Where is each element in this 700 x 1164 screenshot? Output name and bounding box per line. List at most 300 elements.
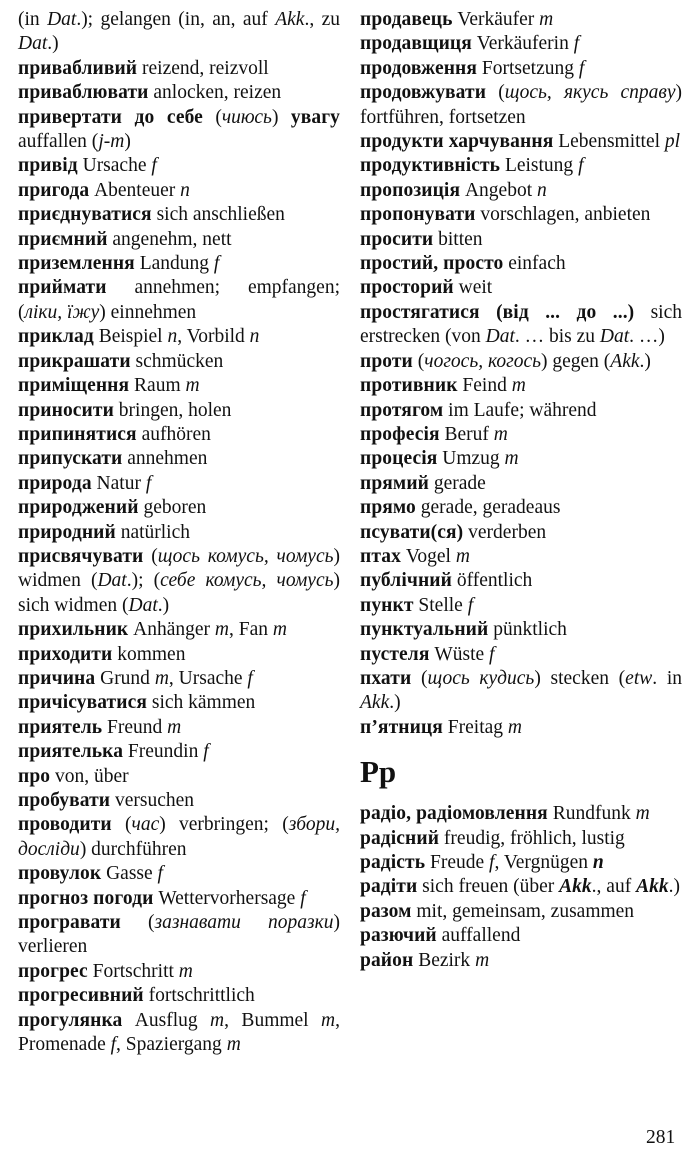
headword: приятелька [18, 741, 124, 763]
translation-text: ( [143, 545, 158, 567]
headword: приємний [18, 228, 108, 250]
dictionary-entry [18, 1009, 340, 1058]
grammar-label: ліки, їжу [24, 301, 100, 323]
grammar-label: зазнавати поразки [154, 912, 334, 934]
dictionary-entry [360, 569, 682, 593]
headword: простий, просто [360, 253, 504, 275]
headword: пробувати [18, 790, 111, 811]
grammar-label: час [131, 814, 160, 836]
translation-text: Wüste [429, 643, 490, 665]
dictionary-entry [18, 179, 340, 203]
headword: продавець [360, 9, 453, 30]
headword: провулок [18, 863, 102, 885]
translation-text: Freude [425, 852, 490, 873]
headword: протягом [360, 399, 444, 421]
translation-text: (in [18, 9, 48, 30]
grammar-label: Dat [128, 594, 158, 616]
headword: природжений [18, 497, 139, 519]
dictionary-entry [18, 740, 340, 764]
translation-text: auffallend [436, 925, 521, 947]
translation-text: sich freuen (über [417, 876, 560, 898]
headword: радіо, радіомовлення [360, 803, 548, 825]
dictionary-entry [18, 8, 340, 57]
grammar-label: m [635, 803, 650, 825]
dictionary-entry [18, 960, 340, 984]
translation-text: annehmen; empfangen; ( [18, 277, 340, 323]
grammar-label: Akk [610, 350, 640, 372]
translation-text: .) [639, 350, 651, 372]
headword: пхати [360, 667, 412, 689]
grammar-label: f [151, 155, 157, 177]
headword: прогресивний [18, 985, 144, 1007]
grammar-label: m [321, 1009, 336, 1031]
translation-text: ) gegen ( [540, 350, 611, 372]
grammar-label: Akk [559, 876, 592, 898]
dictionary-entry [18, 789, 340, 813]
translation-text: ) widmen ( [18, 545, 340, 592]
translation-text: Beispiel [93, 326, 168, 348]
translation-text: ( [486, 82, 505, 104]
translation-text: .); ( [126, 570, 161, 592]
translation-text: versuchen [110, 790, 195, 811]
translation-text: ) durchführen [79, 838, 187, 860]
headword: простягатися (від ... до ...) [360, 301, 635, 323]
grammar-label: f [467, 594, 474, 616]
headword: пропозиція [360, 179, 461, 201]
headword: просторий [360, 277, 454, 299]
grammar-label: f [300, 887, 306, 909]
dictionary-entry [18, 154, 340, 178]
translation-text: .) [47, 33, 59, 55]
headword: природа [18, 472, 92, 494]
translation-text: ( [412, 350, 425, 372]
grammar-label: f [203, 741, 209, 763]
translation-text: ( [411, 667, 428, 689]
dictionary-entry [360, 472, 682, 496]
headword: проводити [18, 814, 112, 836]
grammar-label: щось, якусь справу [504, 82, 676, 104]
translation-text: ( [120, 912, 155, 934]
headword: продуктивність [360, 155, 501, 177]
grammar-label: Dat [47, 9, 77, 30]
dictionary-entry [360, 851, 682, 875]
grammar-label: f [578, 57, 585, 79]
headword: приносити [18, 399, 114, 421]
grammar-label: f [110, 1034, 117, 1056]
dictionary-entry [360, 521, 682, 545]
translation-text: Abenteuer [89, 179, 181, 201]
grammar-label: n [537, 179, 547, 201]
right-column-entries [360, 8, 682, 740]
translation-text: schmücken [130, 350, 224, 372]
translation-text: öffentlich [451, 570, 533, 592]
translation-text: , Spaziergang [116, 1034, 227, 1056]
headword: продавщиця [360, 33, 472, 55]
translation-text: , Vergnügen [494, 852, 593, 873]
dictionary-entry [360, 252, 682, 276]
headword: продовжувати [360, 82, 487, 104]
translation-text: Anhänger [128, 619, 215, 641]
dictionary-entry [360, 802, 682, 826]
translation-text: .); gelangen (in, an, auf [76, 9, 276, 30]
grammar-label: f [213, 253, 220, 275]
dictionary-entry [18, 228, 340, 252]
grammar-label: m [504, 448, 519, 470]
translation-text: ) verbringen; ( [159, 814, 289, 836]
translation-text: von, über [50, 765, 129, 787]
dictionary-entry [360, 228, 682, 252]
headword: псувати(ся) [360, 521, 464, 543]
translation-text: , Ursache [168, 667, 248, 689]
dictionary-entry [18, 667, 340, 691]
translation-text: geboren [138, 497, 207, 519]
translation-text: annehmen [122, 448, 208, 470]
grammar-label: m [539, 9, 554, 30]
dictionary-entry [360, 276, 682, 300]
translation-text: Freitag [442, 716, 508, 738]
translation-text: .) [157, 594, 170, 616]
grammar-label: себе комусь, чомусь [160, 570, 334, 592]
dictionary-entry [360, 350, 682, 374]
grammar-label: f [157, 863, 163, 885]
translation-text: , Fan [229, 619, 273, 641]
translation-text: Wettervorhersage [153, 887, 301, 909]
grammar-label: збори, досліди [18, 814, 340, 860]
translation-text: kommen [112, 643, 186, 665]
grammar-label: чогось, когось [424, 350, 541, 372]
dictionary-entry [18, 350, 340, 374]
translation-text: Natur [91, 472, 146, 494]
grammar-label: щось кудись [427, 667, 535, 689]
dictionary-entry [18, 765, 340, 789]
translation-text: .) [668, 876, 680, 898]
dictionary-entry [360, 374, 682, 398]
translation-text: sich kämmen [146, 692, 256, 714]
translation-text: Angebot [460, 179, 537, 201]
grammar-label: f [489, 852, 495, 873]
dictionary-entry [18, 862, 340, 886]
dictionary-entry [18, 911, 340, 960]
dictionary-entry [18, 399, 340, 423]
dictionary-entry [18, 472, 340, 496]
grammar-label: j-m [98, 131, 125, 153]
translation-text: angenehm, nett [107, 228, 232, 250]
translation-text: bringen, holen [113, 399, 232, 421]
headword: увагу [290, 106, 340, 128]
translation-text: , Bummel [224, 1009, 322, 1031]
translation-text: gerade [428, 472, 486, 494]
grammar-label: щось комусь, чомусь [157, 545, 334, 567]
headword: разом [360, 900, 412, 922]
right-column [360, 8, 682, 973]
headword: п’ятниця [360, 716, 443, 738]
headword: радіти [360, 876, 418, 898]
headword: просити [360, 228, 434, 250]
grammar-label: n [249, 326, 260, 348]
translation-text: ., auf [591, 876, 637, 898]
dictionary-entry [360, 643, 682, 667]
translation-text: pünktlich [488, 619, 567, 641]
dictionary-entry [360, 496, 682, 520]
translation-text: ( [202, 106, 222, 128]
headword: разючий [360, 925, 437, 947]
dictionary-entry [18, 887, 340, 911]
dictionary-entry [360, 301, 682, 350]
grammar-label: m [226, 1034, 241, 1056]
translation-text: auffallen ( [18, 131, 99, 153]
grammar-label: Dat [485, 326, 515, 348]
translation-text: Landung [134, 253, 214, 275]
dictionary-entry [360, 130, 682, 154]
dictionary-entry [360, 545, 682, 569]
headword: пропонувати [360, 204, 476, 226]
dictionary-entry [360, 447, 682, 471]
translation-text: vorschlagen, anbieten [475, 204, 651, 226]
grammar-label: Dat [18, 33, 48, 55]
translation-text: Feind [457, 375, 512, 397]
translation-text: ( [111, 814, 132, 836]
headword: продукти харчування [360, 131, 554, 153]
headword: приземлення [18, 253, 135, 275]
grammar-label: Dat [97, 570, 127, 592]
grammar-label: m [272, 619, 287, 641]
dictionary-entry [360, 949, 682, 973]
dictionary-entry [360, 667, 682, 716]
translation-text: Umzug [437, 448, 505, 470]
headword: привабливий [18, 57, 138, 79]
translation-text: Fortsetzung [477, 57, 579, 79]
headword: пригода [18, 179, 90, 201]
headword: припинятися [18, 423, 137, 445]
translation-text: im Laufe; während [443, 399, 597, 421]
headword: приймати [18, 277, 107, 299]
headword: про [18, 765, 51, 787]
headword: прогноз погоди [18, 887, 154, 909]
dictionary-entry [18, 276, 340, 325]
headword: публічний [360, 570, 452, 592]
page-number: 281 [646, 1127, 676, 1148]
dictionary-entry [360, 154, 682, 178]
grammar-label: m [178, 960, 193, 982]
translation-text: Rundfunk [547, 803, 636, 825]
headword: пунктуальний [360, 619, 489, 641]
translation-text: Stelle [413, 594, 468, 616]
translation-text: Freund [102, 716, 168, 738]
translation-text: mit, gemeinsam, zusammen [411, 900, 635, 922]
headword: прогулянка [18, 1009, 123, 1031]
headword: продовження [360, 57, 478, 79]
translation-text: Fortschritt [87, 960, 179, 982]
translation-text: , Vorbild [177, 326, 250, 348]
translation-text: Leistung [500, 155, 579, 177]
translation-text: natürlich [115, 521, 191, 543]
dictionary-entry [360, 924, 682, 948]
grammar-label: Dat [599, 326, 630, 348]
translation-text: Gasse [101, 863, 158, 885]
dictionary-entry [18, 252, 340, 276]
grammar-label: pl [664, 131, 681, 153]
translation-text: , Promenade [18, 1009, 340, 1056]
grammar-label: m [167, 716, 182, 738]
translation-text: Verkäuferin [471, 33, 574, 55]
grammar-label: m [507, 716, 522, 738]
grammar-label: m [511, 375, 526, 397]
translation-text: einfach [503, 253, 566, 275]
translation-text: Lebensmittel [553, 131, 665, 153]
dictionary-entry [18, 496, 340, 520]
grammar-label: m [475, 949, 490, 971]
headword: причісуватися [18, 692, 147, 714]
dictionary-entry [18, 447, 340, 471]
grammar-label: n [592, 852, 604, 873]
translation-text: Grund [95, 667, 155, 689]
translation-text: fortschrittlich [143, 985, 255, 1007]
dictionary-entry [360, 423, 682, 447]
dictionary-entry [18, 813, 340, 862]
translation-text: verderben [463, 521, 547, 543]
left-column [18, 8, 340, 1057]
dictionary-entry [360, 618, 682, 642]
dictionary-entry [360, 875, 682, 899]
translation-text: ) [124, 131, 131, 153]
translation-text: ) fortführen, fortsetzen [360, 82, 682, 128]
dictionary-entry [18, 521, 340, 545]
headword: прикрашати [18, 350, 131, 372]
grammar-label: m [154, 667, 169, 689]
grammar-label: чиюсь [221, 106, 272, 128]
dictionary-entry [18, 545, 340, 618]
dictionary-entry [360, 399, 682, 423]
dictionary-entry [360, 594, 682, 618]
dictionary-entry [18, 423, 340, 447]
dictionary-entry [18, 106, 340, 155]
headword: привертати до себе [18, 106, 203, 128]
translation-text: anlocken, reizen [148, 82, 282, 104]
dictionary-entry [360, 57, 682, 81]
headword: прямо [360, 497, 416, 519]
section-heading-letter-r: Pp [360, 754, 397, 790]
grammar-label: m [493, 423, 508, 445]
translation-text: Freundin [123, 741, 204, 763]
translation-text: Bezirk [413, 949, 476, 971]
headword: пункт [360, 594, 414, 616]
dictionary-entry [18, 643, 340, 667]
headword: пустеля [360, 643, 430, 665]
translation-text: reizend, reizvoll [137, 57, 269, 79]
headword: процесія [360, 448, 438, 470]
headword: прямий [360, 472, 429, 494]
headword: професія [360, 423, 440, 445]
grammar-label: Akk [275, 9, 305, 30]
headword: приклад [18, 326, 94, 348]
translation-text: ) einnehmen [99, 301, 197, 323]
headword: приходити [18, 643, 113, 665]
headword: присвячувати [18, 545, 144, 567]
dictionary-entry [18, 618, 340, 642]
headword: програвати [18, 912, 121, 934]
headword: проти [360, 350, 413, 372]
dictionary-entry [18, 325, 340, 349]
dictionary-entry [360, 179, 682, 203]
dictionary-entry [360, 203, 682, 227]
translation-text: gerade, geradeaus [415, 497, 561, 519]
grammar-label: f [247, 667, 253, 689]
translation-text: . …) [629, 326, 665, 348]
translation-text: ) stecken ( [534, 667, 626, 689]
translation-text: Verkäufer [452, 9, 540, 30]
headword: птах [360, 545, 401, 567]
translation-text: Raum [129, 375, 186, 397]
dictionary-entry [360, 8, 682, 32]
grammar-label: n [167, 326, 178, 348]
translation-text: sich erstrecken (von [360, 301, 682, 348]
dictionary-entry [18, 716, 340, 740]
dictionary-entry [360, 32, 682, 56]
right-column-entries-after-heading [360, 802, 682, 973]
grammar-label: n [180, 179, 190, 201]
headword: радість [360, 852, 426, 873]
translation-text: Vogel [400, 545, 456, 567]
headword: радісний [360, 827, 440, 849]
dictionary-entry [18, 984, 340, 1008]
headword: прихильник [18, 619, 129, 641]
translation-text: . in [652, 667, 683, 689]
grammar-label: f [578, 155, 584, 177]
dictionary-entry [18, 81, 340, 105]
grammar-label: Akk [636, 876, 669, 898]
dictionary-entry [360, 827, 682, 851]
translation-text: weit [453, 277, 493, 299]
grammar-label: f [489, 643, 495, 665]
translation-text: Ausflug [122, 1009, 211, 1031]
headword: природний [18, 521, 116, 543]
grammar-label: m [455, 545, 470, 567]
translation-text: Ursache [77, 155, 152, 177]
dictionary-entry [18, 203, 340, 227]
translation-text: bitten [433, 228, 483, 250]
headword: приміщення [18, 375, 130, 397]
grammar-label: m [185, 375, 200, 397]
translation-text: ) sich widmen ( [18, 570, 340, 616]
translation-text: ., zu [304, 9, 340, 30]
translation-text: .) [389, 692, 401, 714]
grammar-label: f [573, 33, 580, 55]
translation-text: freudig, fröhlich, lustig [439, 827, 625, 849]
translation-text: . … bis zu [514, 326, 600, 348]
headword: район [360, 949, 414, 971]
grammar-label: m [210, 1009, 225, 1031]
grammar-label: Akk [360, 692, 390, 714]
dictionary-entry [360, 716, 682, 740]
headword: противник [360, 375, 458, 397]
headword: приятель [18, 716, 103, 738]
translation-text: sich anschließen [151, 204, 285, 226]
headword: причина [18, 667, 96, 689]
grammar-label: m [214, 619, 229, 641]
dictionary-entry [18, 374, 340, 398]
grammar-label: f [145, 472, 152, 494]
translation-text: aufhören [136, 423, 211, 445]
translation-text: ) verlieren [18, 912, 340, 958]
dictionary-entry [18, 57, 340, 81]
headword: прогрес [18, 960, 88, 982]
dictionary-entry [18, 691, 340, 715]
headword: привід [18, 155, 78, 177]
headword: приваблювати [18, 82, 149, 104]
headword: приєднуватися [18, 204, 152, 226]
headword: припускати [18, 448, 123, 470]
grammar-label: etw [625, 667, 653, 689]
